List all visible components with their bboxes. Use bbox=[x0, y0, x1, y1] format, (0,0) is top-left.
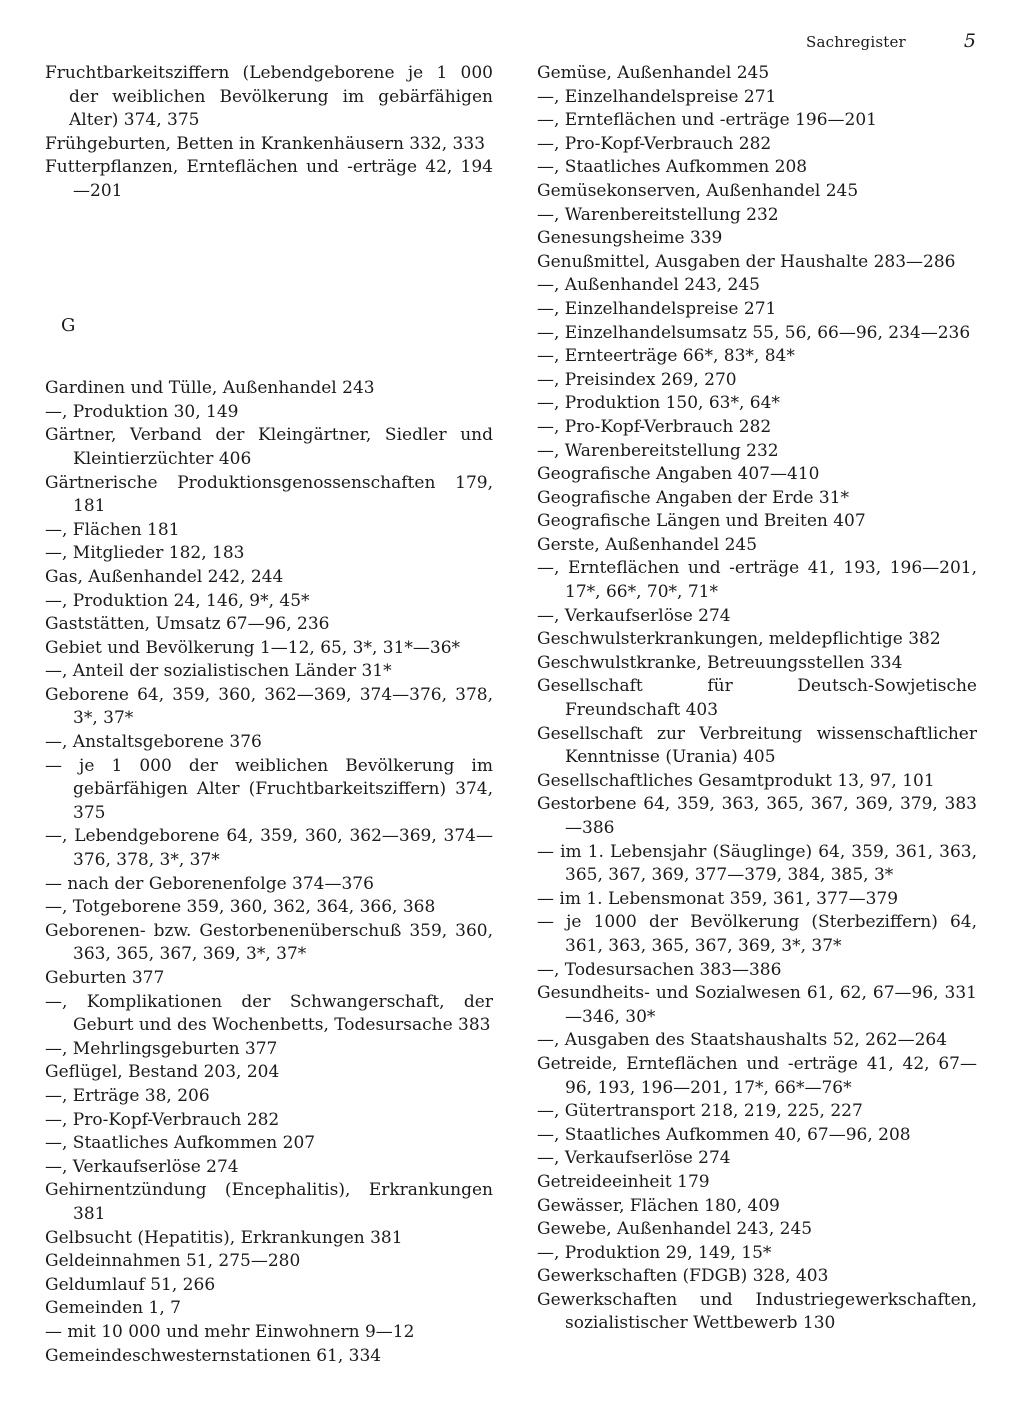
index-entry: Gesellschaftliches Gesamtprodukt 13, 97, 101 bbox=[537, 770, 935, 791]
index-entry: —, Staatliches Aufkommen 207 bbox=[45, 1133, 316, 1154]
index-entry: —, Ausgaben des Staatshaushalts 52, 262—264 bbox=[537, 1030, 948, 1051]
index-entry: —, Verkaufserlöse 274 bbox=[537, 605, 731, 626]
index-entry: —, Ernteflächen und -erträge 41, 193, 196—201, 17*, 66*, 70*, 71* bbox=[537, 558, 977, 603]
index-entry: Gebiet und Bevölkerung 1—12, 65, 3*, 31*—36* bbox=[45, 637, 461, 658]
index-entry: Gestorbene 64, 359, 363, 365, 367, 369, 379, 383—386 bbox=[537, 794, 977, 838]
index-entry: Getreideeinheit 179 bbox=[537, 1171, 710, 1192]
index-entry: —, Anstaltsgeborene 376 bbox=[45, 732, 262, 753]
index-entry: Geografische Angaben 407—410 bbox=[537, 464, 820, 485]
index-entry: —, Preisindex 269, 270 bbox=[537, 369, 737, 390]
running-head bbox=[540, 30, 976, 52]
index-entry: Gelbsucht (Hepatitis), Erkrankungen 381 bbox=[45, 1227, 403, 1248]
index-entry: —, Totgeborene 359, 360, 362, 364, 366, 368 bbox=[45, 897, 436, 918]
index-entry: Gehirnentzündung (Encephalitis), Erkrankungen 381 bbox=[45, 1180, 493, 1224]
index-entry: Gewässer, Flächen 180, 409 bbox=[537, 1195, 780, 1216]
index-entry: Fruchtbarkeitsziffern (Lebendgeborene je 1 000 der weiblichen Bevölkerung im gebärfähigen Alter) 374, 375 bbox=[45, 63, 493, 131]
index-entry: —, Staatliches Aufkommen 40, 67—96, 208 bbox=[537, 1124, 911, 1145]
index-entry: Geografische Angaben der Erde 31* bbox=[537, 487, 850, 508]
left-entries-after bbox=[45, 377, 493, 1368]
index-entry: — nach der Geborenenfolge 374—376 bbox=[45, 873, 374, 894]
index-entry: —, Ernteerträge 66*, 83*, 84* bbox=[537, 346, 795, 367]
running-head-title: Sachregister bbox=[806, 33, 906, 51]
index-entry: — im 1. Lebensmonat 359, 361, 377—379 bbox=[537, 888, 899, 909]
index-entry: —, Mehrlingsgeburten 377 bbox=[45, 1038, 278, 1059]
index-entry: Geborenen- bzw. Gestorbenenüberschuß 359, 360, 363, 365, 367, 369, 3*, 37* bbox=[45, 920, 493, 965]
index-entry: —, Produktion 30, 149 bbox=[45, 401, 239, 422]
index-entry: Gesellschaft zur Verbreitung wissenschaftlicher Kenntnisse (Urania) 405 bbox=[537, 723, 977, 768]
page-number: 5 bbox=[963, 30, 976, 52]
index-entry: Gemüse, Außenhandel 245 bbox=[537, 63, 770, 83]
index-entry: —, Produktion 24, 146, 9*, 45* bbox=[45, 590, 310, 611]
index-entry: Geldeinnahmen 51, 275—280 bbox=[45, 1251, 301, 1272]
index-entry: Futterpflanzen, Ernteflächen und -erträge 42, 194—201 bbox=[45, 157, 493, 201]
index-entry: —, Pro-Kopf-Verbrauch 282 bbox=[537, 133, 772, 154]
right-column bbox=[537, 62, 977, 1336]
index-entry: —, Einzelhandelspreise 271 bbox=[537, 298, 777, 319]
index-entry: Gemüsekonserven, Außenhandel 245 bbox=[537, 180, 859, 201]
index-entry: —, Verkaufserlöse 274 bbox=[45, 1156, 239, 1177]
index-entry: Gaststätten, Umsatz 67—96, 236 bbox=[45, 614, 330, 635]
index-entry: —, Produktion 29, 149, 15* bbox=[537, 1242, 772, 1263]
index-entry: Geborene 64, 359, 360, 362—369, 374—376, 378, 3*, 37* bbox=[45, 684, 493, 729]
index-entry: Gewerkschaften und Industriegewerkschaften, sozialistischer Wettbewerb 130 bbox=[537, 1289, 977, 1334]
left-column bbox=[45, 62, 493, 1368]
index-entry: — im 1. Lebensjahr (Säuglinge) 64, 359, 361, 363, 365, 367, 369, 377—379, 384, 385, 3* bbox=[537, 841, 977, 886]
index-entry: Gerste, Außenhandel 245 bbox=[537, 534, 758, 555]
index-entry: — je 1000 der Bevölkerung (Sterbeziffern) 64, 361, 363, 365, 367, 369, 3*, 37* bbox=[537, 912, 977, 956]
index-entry: —, Pro-Kopf-Verbrauch 282 bbox=[537, 416, 772, 437]
section-letter: G bbox=[61, 314, 76, 336]
index-entry: Frühgeburten, Betten in Krankenhäusern 332, 333 bbox=[45, 133, 486, 154]
index-entry: —, Anteil der sozialistischen Länder 31* bbox=[45, 661, 392, 682]
index-entry: —, Einzelhandelspreise 271 bbox=[537, 86, 777, 107]
index-entry: Geflügel, Bestand 203, 204 bbox=[45, 1062, 280, 1083]
index-entry: —, Staatliches Aufkommen 208 bbox=[537, 157, 808, 178]
index-entry: Gesundheits- und Sozialwesen 61, 62, 67—96, 331—346, 30* bbox=[537, 983, 977, 1027]
index-entry: Gemeindeschwesternstationen 61, 334 bbox=[45, 1345, 382, 1366]
index-entry: —, Gütertransport 218, 219, 225, 227 bbox=[537, 1101, 863, 1122]
index-entry: Geschwulsterkrankungen, meldepflichtige 382 bbox=[537, 629, 941, 650]
index-entry: Gärtner, Verband der Kleingärtner, Siedler und Kleintierzüchter 406 bbox=[45, 425, 493, 469]
index-entry: —, Mitglieder 182, 183 bbox=[45, 543, 245, 564]
index-entry: —, Warenbereitstellung 232 bbox=[537, 440, 779, 461]
index-entry: Gärtnerische Produktionsgenossenschaften 179, 181 bbox=[45, 472, 493, 517]
index-entry: — mit 10 000 und mehr Einwohnern 9—12 bbox=[45, 1321, 415, 1342]
index-entry: —, Erträge 38, 206 bbox=[45, 1085, 210, 1106]
index-entry: Genußmittel, Ausgaben der Haushalte 283—286 bbox=[537, 251, 956, 272]
index-entry: Getreide, Ernteflächen und -erträge 41, 42, 67—96, 193, 196—201, 17*, 66*—76* bbox=[537, 1053, 977, 1098]
index-entry: Geldumlauf 51, 266 bbox=[45, 1274, 216, 1295]
index-entry: Gesellschaft für Deutsch-Sowjetische Freundschaft 403 bbox=[537, 676, 977, 721]
index-entry: Geografische Längen und Breiten 407 bbox=[537, 511, 866, 532]
index-entry: Geburten 377 bbox=[45, 968, 165, 988]
index-entry: —, Außenhandel 243, 245 bbox=[537, 275, 760, 296]
index-entry: Geschwulstkranke, Betreuungsstellen 334 bbox=[537, 652, 903, 673]
right-entries bbox=[537, 62, 977, 1336]
index-entry: —, Warenbereitstellung 232 bbox=[537, 204, 779, 225]
index-entry: Gardinen und Tülle, Außenhandel 243 bbox=[45, 378, 375, 399]
index-entry: —, Todesursachen 383—386 bbox=[537, 959, 782, 980]
index-entry: Gewerkschaften (FDGB) 328, 403 bbox=[537, 1266, 829, 1287]
index-entry: —, Produktion 150, 63*, 64* bbox=[537, 393, 780, 414]
index-entry: Gas, Außenhandel 242, 244 bbox=[45, 566, 284, 587]
index-entry: Gewebe, Außenhandel 243, 245 bbox=[537, 1219, 813, 1240]
index-entry: —, Lebendgeborene 64, 359, 360, 362—369, 374—376, 378, 3*, 37* bbox=[45, 826, 493, 871]
index-entry: —, Flächen 181 bbox=[45, 519, 180, 540]
index-entry: Gemeinden 1, 7 bbox=[45, 1298, 181, 1319]
index-entry: Genesungsheime 339 bbox=[537, 228, 723, 249]
index-entry: — je 1 000 der weiblichen Bevölkerung im gebärfähigen Alter (Fruchtbarkeitsziffern) 374, 375 bbox=[45, 755, 493, 823]
index-entry: —, Einzelhandelsumsatz 55, 56, 66—96, 234—236 bbox=[537, 322, 971, 343]
left-entries-before bbox=[45, 62, 493, 204]
index-entry: —, Komplikationen der Schwangerschaft, der Geburt und des Wochenbetts, Todesursache 383 bbox=[45, 991, 493, 1036]
index-entry: —, Verkaufserlöse 274 bbox=[537, 1148, 731, 1169]
index-entry: —, Ernteflächen und -erträge 196—201 bbox=[537, 110, 877, 131]
index-entry: —, Pro-Kopf-Verbrauch 282 bbox=[45, 1109, 280, 1130]
